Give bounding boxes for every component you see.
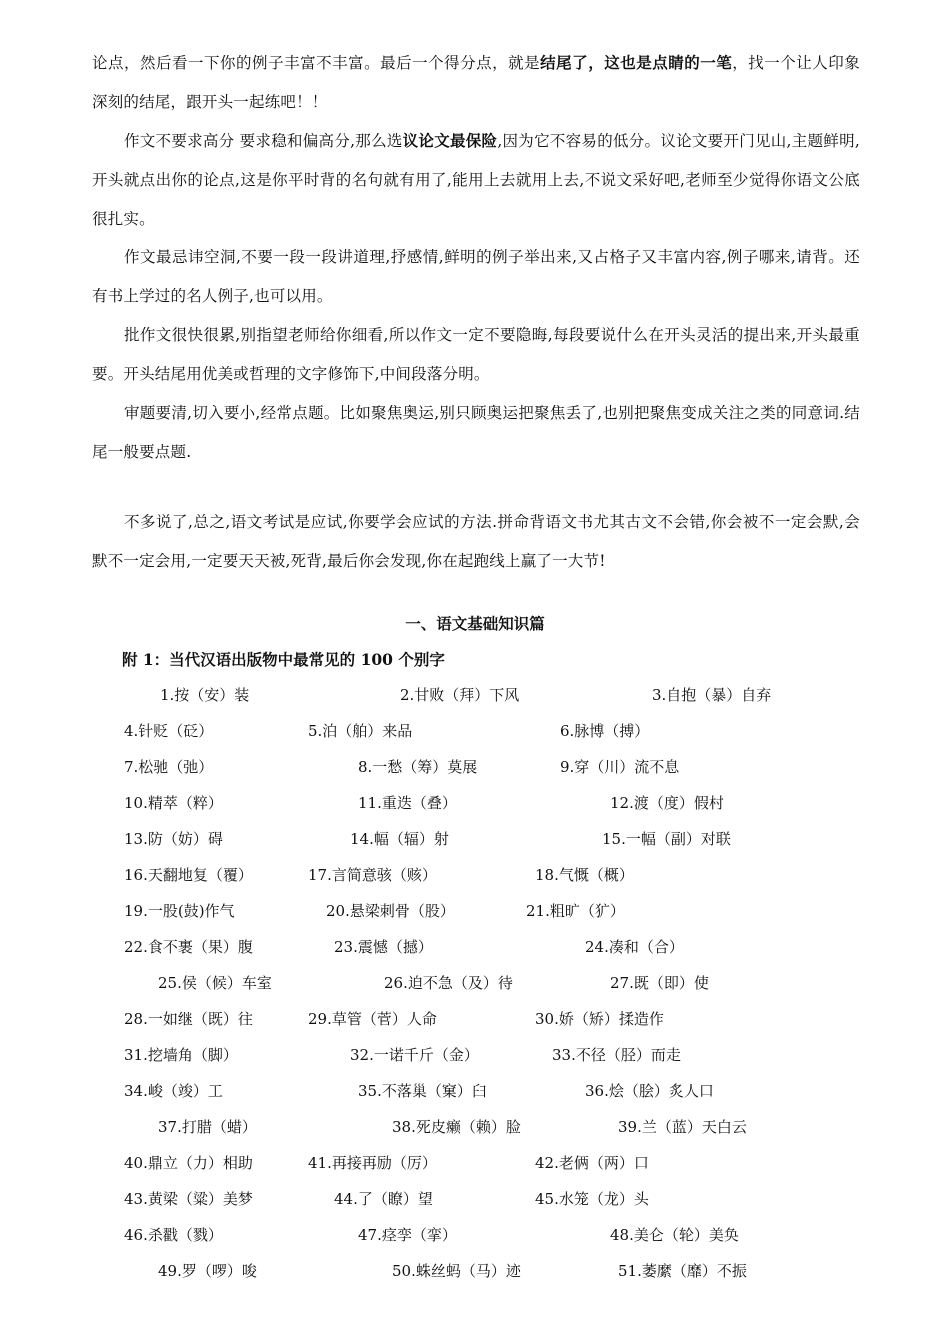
list-item: 2.甘败（拜）下风 <box>400 686 520 704</box>
list-item: 6.脉博（搏） <box>560 722 650 740</box>
list-item: 15.一幅（副）对联 <box>602 830 731 848</box>
list-item: 12.渡（度）假村 <box>610 794 724 812</box>
paragraph-conclusion: 不多说了,总之,语文考试是应试,你要学会应试的方法.拼命背语文书尤其古文不会错,你会被不一定会默,会默不一定会用,一定要天天被,死背,最后你会发现,你在起跑线上赢了一大节! <box>92 513 860 570</box>
list-item: 20.悬梁刺骨（股） <box>326 902 455 920</box>
list-item: 51.萎縻（靡）不振 <box>618 1262 747 1280</box>
list-item: 44.了（瞭）望 <box>334 1190 433 1208</box>
list-item: 25.侯（候）车室 <box>158 974 272 992</box>
list-item: 8.一愁（筹）莫展 <box>358 758 478 776</box>
list-item: 3.自抱（暴）自弃 <box>652 686 772 704</box>
list-title: 附 1：当代汉语出版物中最常见的 100 个别字 <box>122 650 445 669</box>
section-title: 一、语文基础知识篇 <box>405 614 545 633</box>
list-item: 35.不落巢（窠）臼 <box>358 1082 487 1100</box>
list-item: 14.幅（辐）射 <box>350 830 449 848</box>
paragraph-ending-advice <box>92 43 860 122</box>
bold-emphasis: 议论文最保险 <box>402 131 498 150</box>
paragraph-topic-review: 审题要清,切入要小,经常点题。比如聚焦奥运,别只顾奥运把聚焦丢了,也别把聚焦变成关注之类的同意词.结尾一般要点题. <box>92 404 860 461</box>
list-item: 28.一如继（既）往 <box>124 1010 253 1028</box>
list-row <box>0 932 950 968</box>
list-item: 16.天翻地复（覆） <box>124 866 253 884</box>
list-row <box>0 1148 950 1184</box>
list-item: 23.震憾（撼） <box>334 938 433 956</box>
list-row <box>0 752 950 788</box>
list-row <box>0 1256 950 1292</box>
list-item: 19.一股(鼓)作气 <box>124 902 235 920</box>
list-row <box>0 1184 950 1220</box>
list-item: 50.蛛丝蚂（马）迹 <box>392 1262 521 1280</box>
list-item: 24.凑和（合） <box>585 938 684 956</box>
list-item: 30.娇（矫）揉造作 <box>535 1010 664 1028</box>
list-row <box>0 896 950 932</box>
list-item: 49.罗（啰）唆 <box>158 1262 257 1280</box>
list-row <box>0 680 950 716</box>
list-item: 31.挖墙角（脚） <box>124 1046 238 1064</box>
list-item: 42.老俩（两）口 <box>535 1154 649 1172</box>
list-item: 36.烩（脍）炙人口 <box>585 1082 714 1100</box>
list-item: 13.防（妨）碍 <box>124 830 223 848</box>
list-row <box>0 788 950 824</box>
paragraph-argumentative-essay <box>92 121 860 239</box>
list-item: 48.美仑（轮）美奂 <box>610 1226 739 1244</box>
list-item: 43.黄梁（粱）美梦 <box>124 1190 253 1208</box>
list-row <box>0 860 950 896</box>
list-item: 47.痉孪（挛） <box>358 1226 457 1244</box>
list-item: 18.气慨（概） <box>535 866 634 884</box>
paragraph-text: 作文不要求高分 要求稳和偏高分,那么选 <box>124 132 403 150</box>
list-item: 39.兰（蓝）天白云 <box>618 1118 747 1136</box>
list-row <box>0 1004 950 1040</box>
list-row <box>0 716 950 752</box>
list-row <box>0 1112 950 1148</box>
list-item: 33.不径（胫）而走 <box>552 1046 681 1064</box>
list-item: 37.打腊（蜡） <box>158 1118 257 1136</box>
list-item: 34.峻（竣）工 <box>124 1082 223 1100</box>
list-item: 29.草管（菅）人命 <box>308 1010 437 1028</box>
paragraph-grading-tips: 批作文很快很累,别指望老师给你细看,所以作文一定不要隐晦,每段要说什么在开头灵活的提出来,开头最重要。开头结尾用优美或哲理的文字修饰下,中间段落分明。 <box>92 326 860 383</box>
list-item: 17.言简意骇（赅） <box>308 866 437 884</box>
list-item: 7.松驰（弛） <box>124 758 214 776</box>
list-item: 41.再接再励（厉） <box>308 1154 437 1172</box>
list-item: 21.粗旷（犷） <box>526 902 625 920</box>
list-row <box>0 1040 950 1076</box>
list-item: 40.鼎立（力）相助 <box>124 1154 253 1172</box>
list-item: 46.杀戳（戮） <box>124 1226 223 1244</box>
paragraph-text: 论点，然后看一下你的例子丰富不丰富。最后一个得分点，就是 <box>92 54 541 72</box>
list-item: 27.既（即）使 <box>610 974 709 992</box>
list-item: 45.水笼（龙）头 <box>535 1190 649 1208</box>
list-item: 26.迫不急（及）待 <box>384 974 513 992</box>
list-row <box>0 968 950 1004</box>
list-item: 1.按（安）装 <box>160 686 250 704</box>
list-item: 10.精萃（粹） <box>124 794 223 812</box>
list-item: 11.重迭（叠） <box>358 794 457 812</box>
list-row <box>0 1076 950 1112</box>
list-item: 32.一诺千斤（金） <box>350 1046 479 1064</box>
list-item: 5.泊（舶）来品 <box>308 722 413 740</box>
paragraph-avoid-emptiness: 作文最忌讳空洞,不要一段一段讲道理,抒感情,鲜明的例子举出来,又占格子又丰富内容,例子哪来,请背。还有书上学过的名人例子,也可以用。 <box>92 248 860 305</box>
paragraph-text: ，找一个让人印象深刻的结尾，跟开头一起练吧！！ <box>92 54 860 111</box>
bold-emphasis: 结尾了，这也是点睛的一笔 <box>540 53 733 72</box>
paragraph-text: ,因为它不容易的低分。议论文要开门见山,主题鲜明,开头就点出你的论点,这是你平时背的名句就有用了,能用上去就用上去,不说文采好吧,老师至少觉得你语文公底很扎实。 <box>92 132 860 228</box>
list-row <box>0 824 950 860</box>
list-row <box>0 1220 950 1256</box>
list-item: 38.死皮癞（赖）脸 <box>392 1118 521 1136</box>
list-item: 9.穿（川）流不息 <box>560 758 680 776</box>
list-item: 4.针贬（砭） <box>124 722 214 740</box>
list-item: 22.食不裹（果）腹 <box>124 938 253 956</box>
